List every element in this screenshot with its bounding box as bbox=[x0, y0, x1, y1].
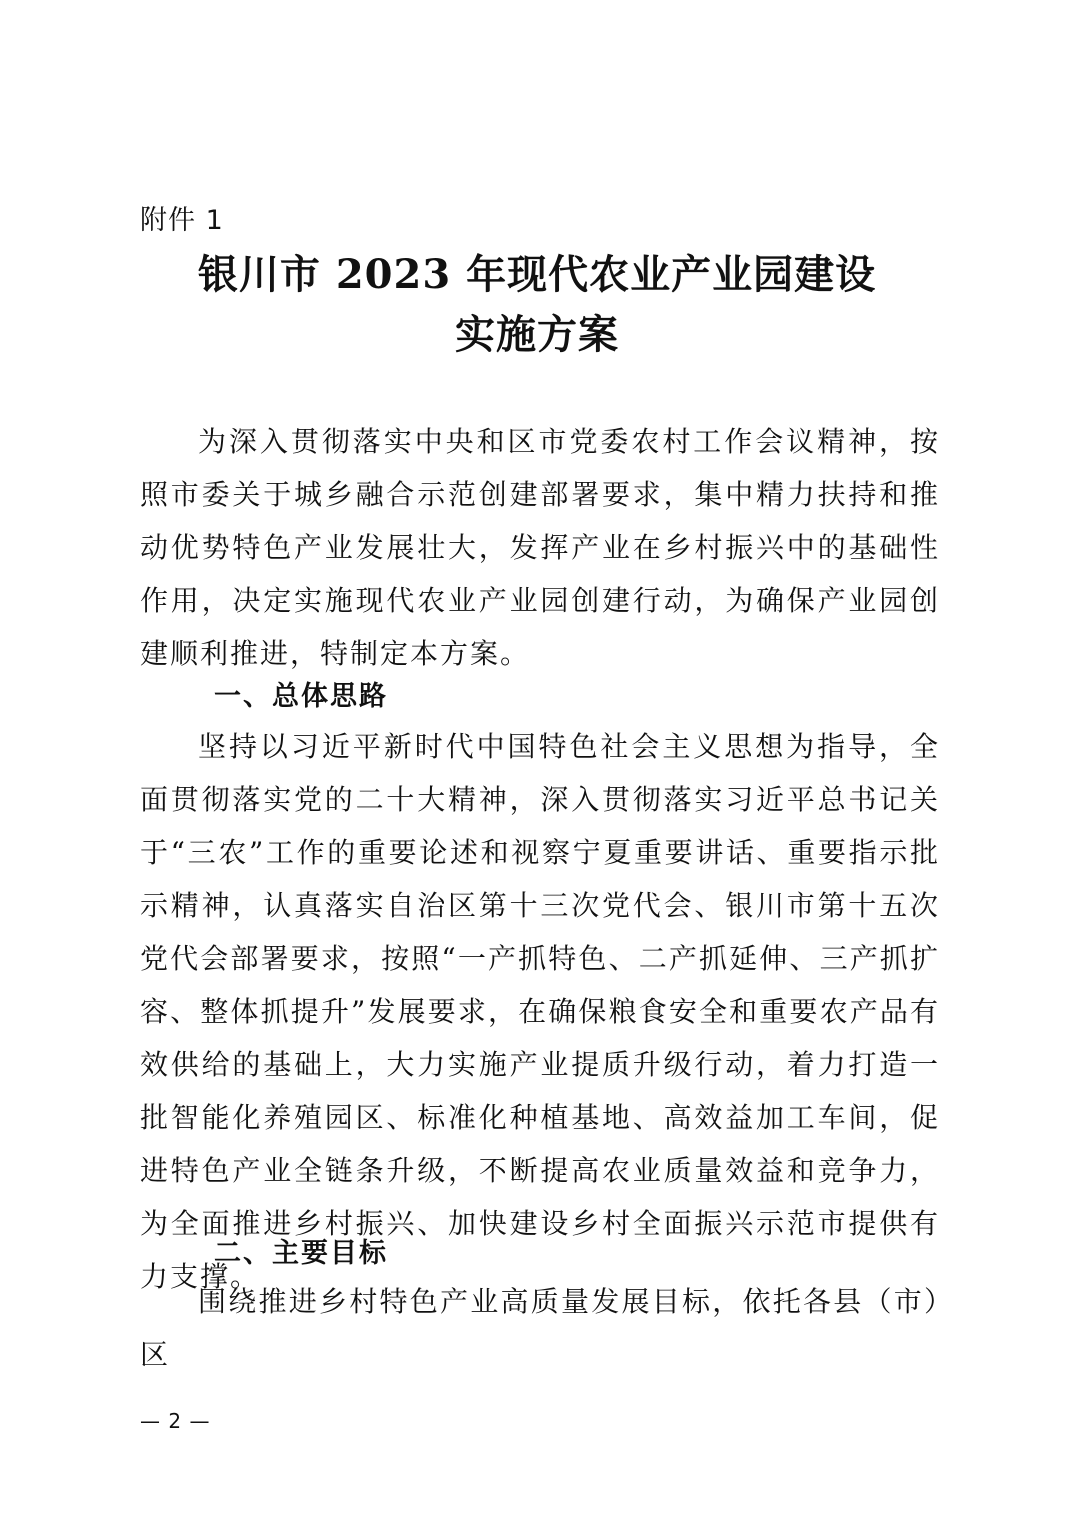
attachment-label: 附件 1 bbox=[140, 205, 224, 236]
section-1-heading: 一、总体思路 bbox=[214, 681, 388, 712]
intro-paragraph: 为深入贯彻落实中央和区市党委农村工作会议精神，按照市委关于城乡融合示范创建部署要求，集中精力扶持和推动优势特色产业发展壮大，发挥产业在乡村振兴中的基础性作用，决定实施现代农业产业园创建行动，为确保产业园创建顺利推进，特制定本方案。 bbox=[140, 425, 940, 670]
section-1-paragraph: 坚持以习近平新时代中国特色社会主义思想为指导，全面贯彻落实党的二十大精神，深入贯彻落实习近平总书记关于“三农”工作的重要论述和视察宁夏重要讲话、重要指示批示精神，认真落实自治区第十三次党代会、银川市第十五次党代会部署要求，按照“一产抓特色、二产抓延伸、三产抓扩容、整体抓提升”发展要求，在确保粮食安全和重要农产品有效供给的基础上，大力实施产业提质升级行动，着力打造一批智能化养殖园区、标准化种植基地、高效益加工车间，促进特色产业全链条升级，不断提高农业质量效益和竞争力，为全面推进乡村振兴、加快建设乡村全面振兴示范市提供有力支撑。 bbox=[140, 730, 940, 1293]
page-number: — 2 — bbox=[140, 1409, 211, 1433]
section-2-heading: 二、主要目标 bbox=[214, 1238, 388, 1269]
document-title-line-1: 银川市 2023 年现代农业产业园建设 bbox=[197, 251, 877, 298]
document-title-line-2: 实施方案 bbox=[455, 311, 619, 358]
section-2-paragraph: 围绕推进乡村特色产业高质量发展目标，依托各县（市）区 bbox=[140, 1285, 940, 1371]
